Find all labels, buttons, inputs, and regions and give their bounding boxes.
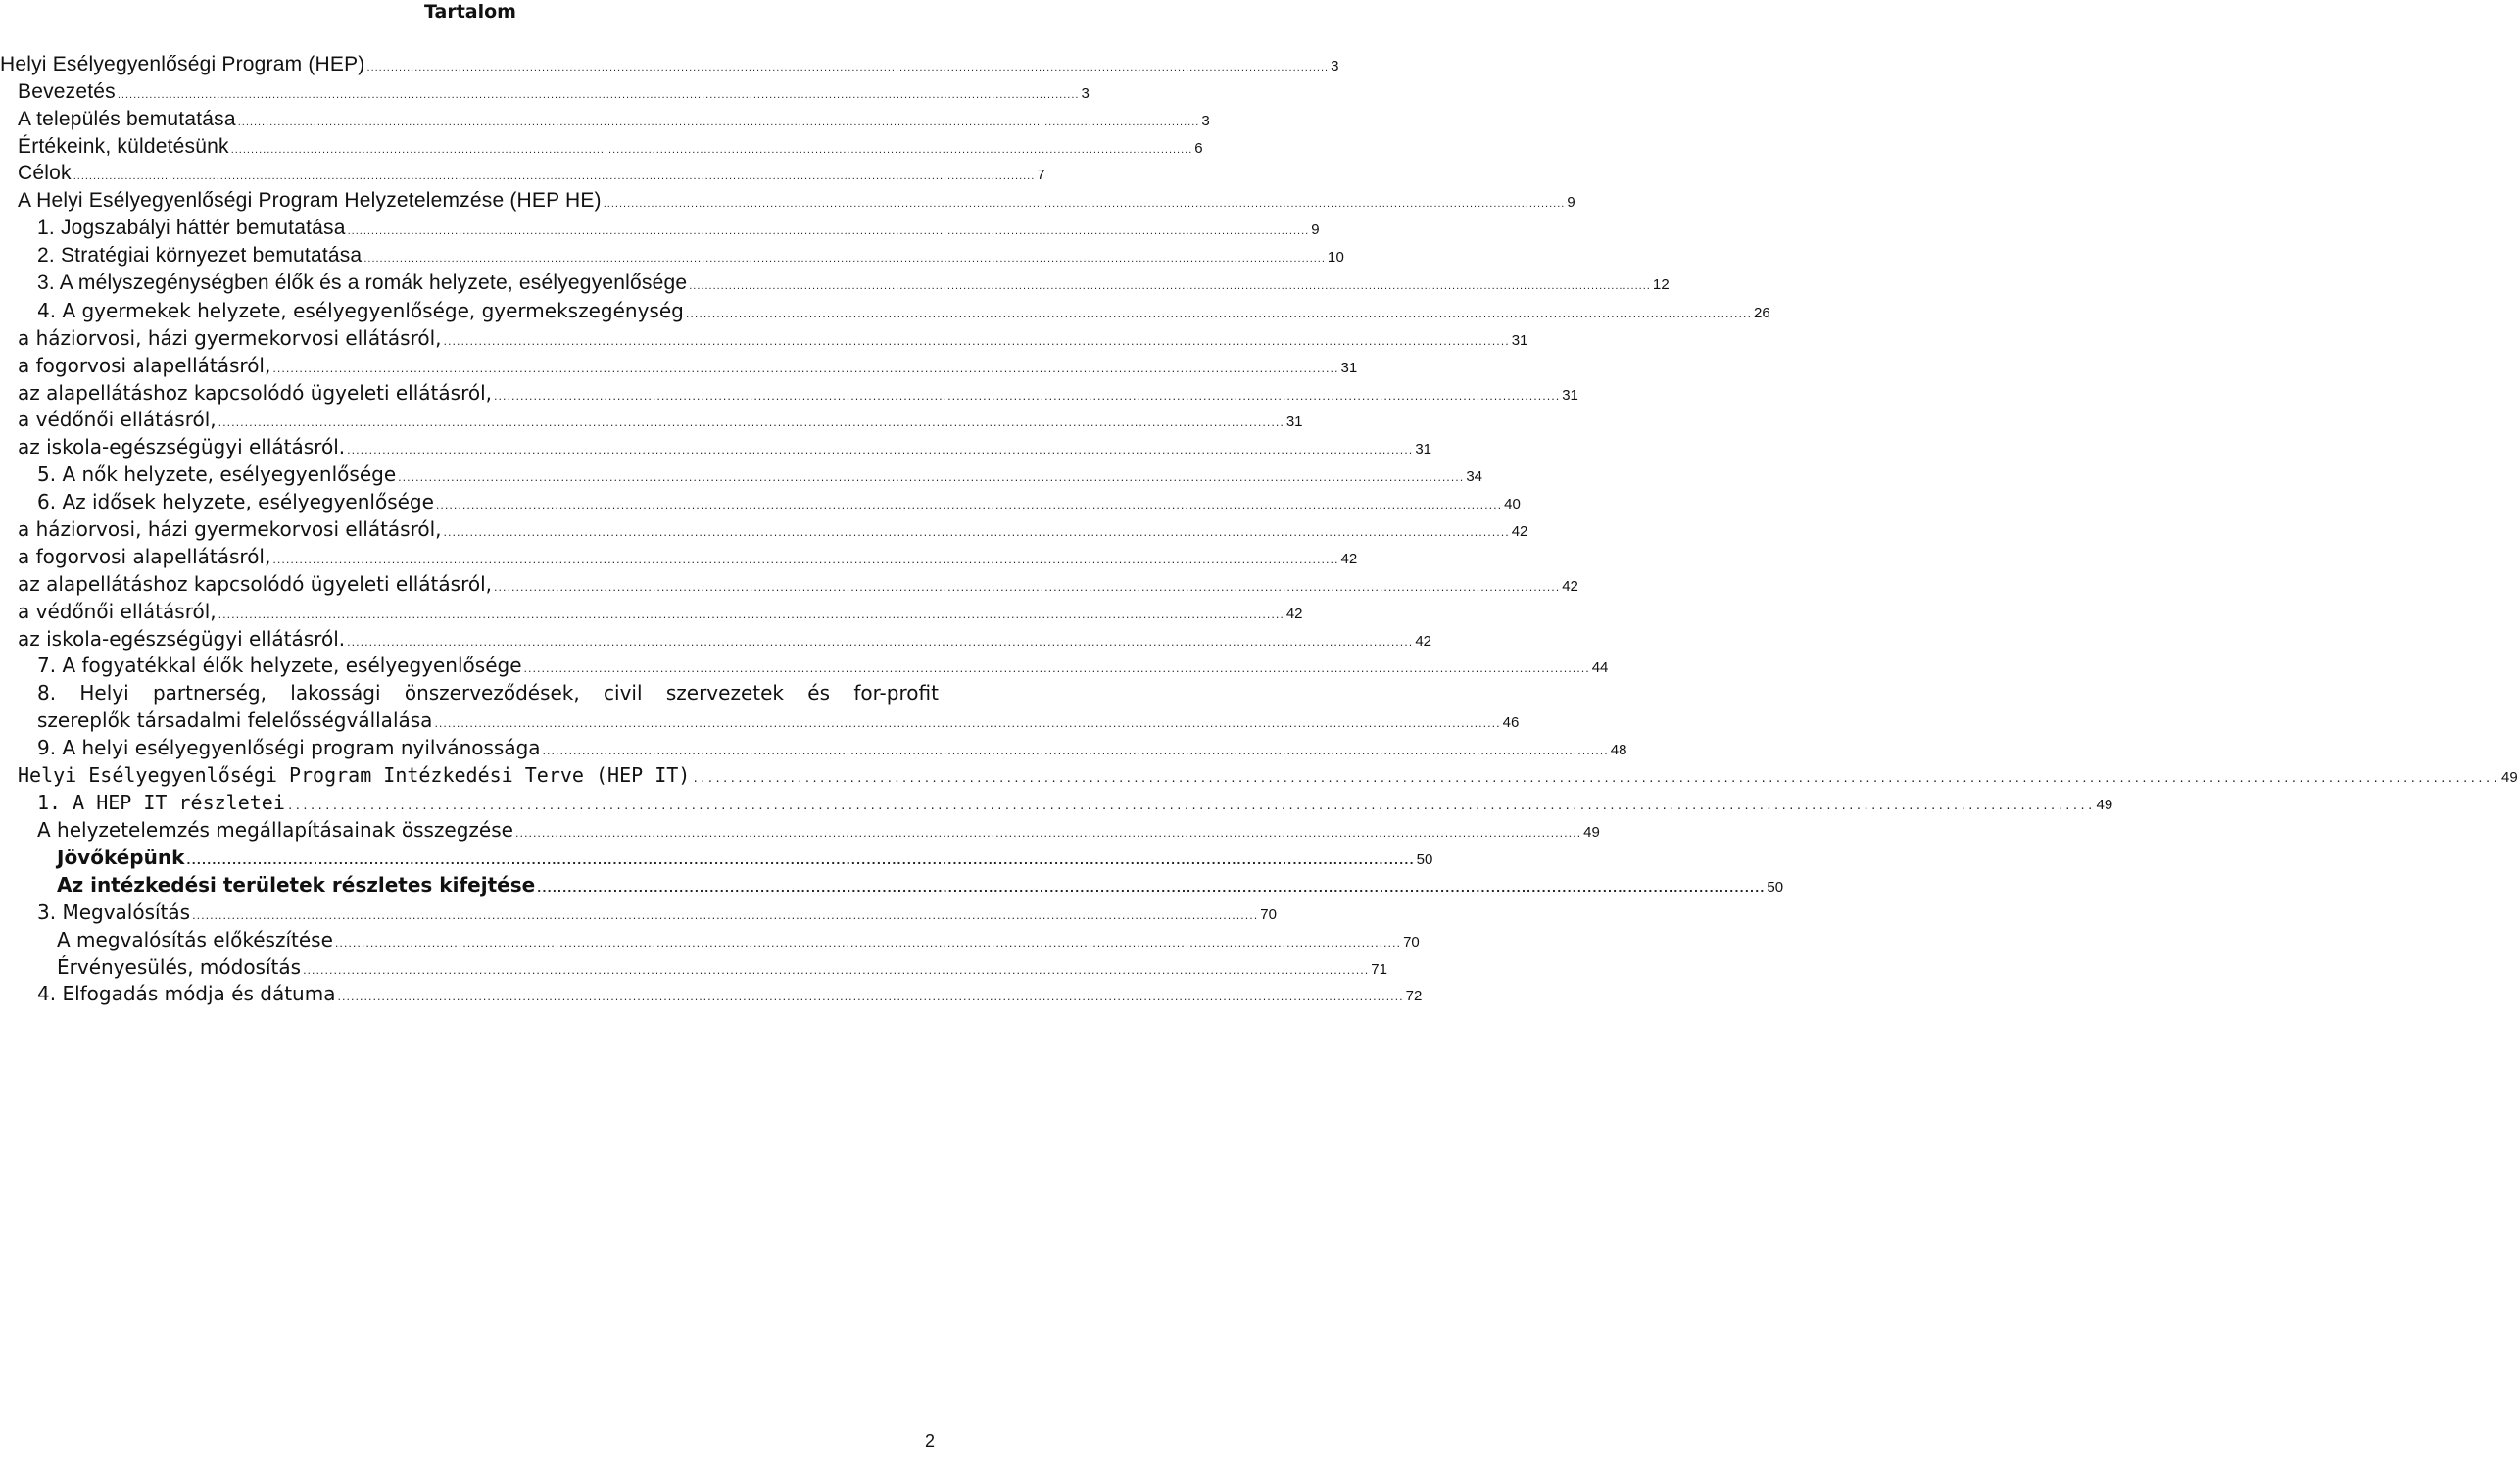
toc-entry[interactable] bbox=[0, 816, 1600, 844]
toc-entry-title: A település bemutatása bbox=[18, 107, 236, 130]
toc-entry-title: a háziorvosi, házi gyermekorvosi ellátásról, bbox=[18, 325, 442, 350]
toc-entry-title: Helyi Esélyegyenlőségi Program (HEP) bbox=[0, 52, 365, 75]
toc-entry-page: 44 bbox=[1591, 659, 1609, 677]
toc-entry-title: 5. A nők helyzete, esélyegyenlősége bbox=[37, 462, 397, 487]
toc-entry-title: szereplők társadalmi felelősségvállalása bbox=[37, 708, 433, 733]
dot-leader bbox=[218, 608, 1284, 621]
toc-word: 8. bbox=[37, 681, 57, 705]
dot-leader bbox=[398, 471, 1464, 484]
toc-entry-title: A helyzetelemzés megállapításainak összegzése bbox=[37, 818, 513, 843]
toc-word: Helyi bbox=[79, 681, 129, 705]
toc-entry-page: 49 bbox=[1583, 824, 1600, 842]
toc-entry-page: 42 bbox=[1511, 523, 1528, 541]
toc-entry[interactable] bbox=[0, 187, 1575, 215]
toc-entry-title: az alapellátáshoz kapcsolódó ügyeleti ellátásról, bbox=[18, 380, 493, 405]
toc-entry[interactable] bbox=[0, 981, 1423, 1008]
toc-entry-title: a fogorvosi alapellátásról, bbox=[18, 544, 271, 568]
toc-entry-title: 1. Jogszabályi háttér bemutatása bbox=[37, 217, 346, 240]
toc-entry-page: 3 bbox=[1331, 57, 1339, 74]
toc-entry[interactable] bbox=[0, 734, 1627, 761]
toc-entry[interactable] bbox=[0, 570, 1578, 598]
toc-entry-title: 6. Az idősek helyzete, esélyegyenlősége bbox=[37, 490, 434, 514]
toc-entry[interactable] bbox=[0, 269, 1670, 297]
toc-entry-title: 2. Stratégiai környezet bemutatása bbox=[37, 244, 363, 267]
dot-leader bbox=[231, 144, 1193, 156]
toc-entry-title: 9. A helyi esélyegyenlőségi program nyilvánossága bbox=[37, 736, 541, 760]
toc-entry[interactable] bbox=[0, 78, 1090, 106]
page-number: 2 bbox=[924, 1432, 935, 1451]
dot-leader bbox=[524, 662, 1590, 675]
toc-entry-page: 42 bbox=[1415, 632, 1431, 650]
dot-leader bbox=[689, 280, 1651, 292]
toc-entry-page: 31 bbox=[1511, 331, 1528, 349]
dot-leader bbox=[348, 225, 1310, 237]
toc-entry-title: az iskola-egészségügyi ellátásról. bbox=[18, 435, 346, 460]
toc-entry[interactable] bbox=[0, 161, 1045, 188]
dot-leader bbox=[444, 335, 1510, 348]
toc-entry-page: 6 bbox=[1194, 139, 1203, 157]
toc-word: civil bbox=[604, 681, 643, 705]
toc-entry-title: 1. A HEP IT részletei bbox=[37, 791, 285, 815]
dot-leader bbox=[515, 827, 1581, 840]
dot-leader bbox=[186, 854, 1414, 867]
toc-entry[interactable] bbox=[0, 133, 1203, 161]
toc-entry[interactable] bbox=[0, 871, 1784, 899]
toc-entry-page: 50 bbox=[1416, 850, 1433, 868]
toc-entry-page: 26 bbox=[1754, 304, 1770, 321]
toc-word: önszerveződések, bbox=[404, 681, 580, 705]
dot-leader bbox=[238, 117, 1200, 128]
toc-entry[interactable] bbox=[0, 215, 1320, 242]
toc-entry-title: az alapellátáshoz kapcsolódó ügyeleti ellátásról, bbox=[18, 571, 493, 596]
toc-entry-title: 7. A fogyatékkal élők helyzete, esélyegyenlősége bbox=[37, 654, 522, 678]
toc-entry-page: 31 bbox=[1340, 359, 1358, 376]
dot-leader bbox=[337, 991, 1403, 1003]
toc-word: lakossági bbox=[290, 681, 381, 705]
toc-entry-title: Érvényesülés, módosítás bbox=[57, 954, 302, 979]
toc-entry-page: 9 bbox=[1311, 221, 1320, 239]
toc-entry-page: 50 bbox=[1767, 878, 1784, 896]
toc-entry-title: 3. Megvalósítás bbox=[37, 899, 191, 924]
toc-entry[interactable] bbox=[0, 761, 2518, 789]
toc-entry[interactable] bbox=[0, 653, 1609, 680]
toc-word: szervezetek bbox=[665, 681, 784, 705]
toc-entry-title: a fogorvosi alapellátásról, bbox=[18, 353, 271, 377]
toc-entry-page: 42 bbox=[1340, 550, 1358, 567]
toc-entry-title: A megvalósítás előkészítése bbox=[57, 927, 333, 951]
toc-entry[interactable] bbox=[0, 789, 2113, 816]
toc-entry[interactable] bbox=[0, 598, 1303, 625]
toc-entry-page: 46 bbox=[1502, 714, 1520, 732]
toc-entry[interactable] bbox=[0, 625, 1431, 653]
dot-leader bbox=[303, 964, 1369, 977]
toc-entry[interactable] bbox=[0, 242, 1345, 269]
toc-entry-page: 72 bbox=[1405, 988, 1423, 1005]
toc-entry-page: 31 bbox=[1285, 413, 1303, 431]
dot-leader bbox=[218, 416, 1284, 429]
toc-entry[interactable] bbox=[0, 352, 1358, 379]
dot-leader bbox=[436, 499, 1502, 511]
dot-leader bbox=[543, 745, 1609, 757]
toc-word: for-profit bbox=[853, 681, 939, 705]
toc-entry[interactable] bbox=[0, 515, 1528, 543]
toc-entry-page: 3 bbox=[1201, 112, 1210, 129]
toc-entry-page: 70 bbox=[1260, 905, 1277, 923]
toc-entry-title: a védőnői ellátásról, bbox=[18, 599, 217, 623]
toc-entry[interactable] bbox=[0, 844, 1433, 871]
toc-heading: Tartalom bbox=[424, 1, 516, 23]
toc-entry[interactable] bbox=[0, 297, 1770, 324]
toc-entry[interactable] bbox=[0, 679, 1520, 734]
toc-entry[interactable] bbox=[0, 433, 1431, 461]
toc-word: partnerség, bbox=[152, 681, 267, 705]
dot-leader bbox=[347, 444, 1413, 457]
dot-leader bbox=[363, 253, 1326, 265]
toc-entry-page: 70 bbox=[1403, 933, 1420, 950]
toc-entry[interactable] bbox=[0, 106, 1210, 133]
toc-entry-title: 4. Elfogadás módja és dátuma bbox=[37, 982, 336, 1006]
toc-entry-page: 48 bbox=[1610, 742, 1627, 759]
toc-entry-page: 7 bbox=[1037, 167, 1045, 184]
toc-entry-title: Helyi Esélyegyenlőségi Program Intézkedési Terve (HEP IT) bbox=[18, 763, 691, 788]
dot-leader bbox=[272, 554, 1338, 566]
toc-entry[interactable] bbox=[0, 379, 1578, 407]
toc-entry-title: az iskola-egészségügyi ellátásról. bbox=[18, 626, 346, 651]
toc-entry-page: 42 bbox=[1562, 577, 1578, 595]
toc-word: és bbox=[807, 681, 831, 705]
toc-entry[interactable] bbox=[0, 324, 1528, 352]
toc-entry-page: 34 bbox=[1466, 468, 1482, 486]
dot-leader bbox=[444, 526, 1510, 539]
toc-entry-title: Az intézkedési területek részletes kifejtése bbox=[57, 872, 536, 897]
toc-entry-page: 9 bbox=[1567, 194, 1575, 212]
dot-leader bbox=[604, 198, 1566, 210]
toc-entry-title-line1 bbox=[37, 679, 939, 706]
dot-leader bbox=[537, 882, 1765, 895]
toc-entry[interactable] bbox=[0, 461, 1482, 488]
table-of-contents bbox=[0, 51, 2518, 1007]
dot-leader bbox=[494, 581, 1560, 594]
toc-entry-page: 12 bbox=[1652, 276, 1670, 294]
toc-entry[interactable] bbox=[0, 488, 1521, 515]
toc-entry-title: a védőnői ellátásról, bbox=[18, 408, 217, 432]
toc-entry-title: Célok bbox=[18, 162, 72, 185]
toc-entry[interactable] bbox=[0, 51, 1339, 78]
dot-leader bbox=[434, 717, 1500, 730]
dot-leader bbox=[73, 170, 1036, 182]
dot-leader bbox=[335, 937, 1401, 949]
dot-leader bbox=[494, 390, 1560, 403]
toc-entry-title: Értékeink, küldetésünk bbox=[18, 134, 229, 158]
dot-leader bbox=[686, 308, 1752, 320]
dot-leader bbox=[192, 909, 1258, 922]
toc-entry-page: 10 bbox=[1327, 249, 1345, 267]
toc-entry-title: Bevezetés bbox=[18, 79, 116, 103]
dot-leader bbox=[367, 62, 1330, 73]
toc-entry-title: 3. A mélyszegénységben élők és a romák helyzete, esélyegyenlősége bbox=[37, 271, 688, 295]
dot-leader bbox=[287, 800, 2095, 812]
toc-entry-title: a háziorvosi, házi gyermekorvosi ellátásról, bbox=[18, 517, 442, 542]
toc-entry-page: 40 bbox=[1504, 496, 1521, 513]
toc-entry[interactable] bbox=[0, 407, 1303, 434]
dot-leader bbox=[118, 89, 1080, 101]
toc-entry-page: 31 bbox=[1562, 386, 1578, 404]
dot-leader bbox=[272, 363, 1338, 375]
toc-entry-page: 49 bbox=[2501, 769, 2518, 787]
toc-entry[interactable] bbox=[0, 543, 1358, 570]
toc-entry[interactable] bbox=[0, 953, 1387, 981]
toc-entry-page: 3 bbox=[1081, 84, 1090, 102]
toc-entry[interactable] bbox=[0, 926, 1420, 953]
dot-leader bbox=[347, 636, 1413, 649]
toc-entry[interactable] bbox=[0, 899, 1277, 926]
toc-entry-title: A Helyi Esélyegyenlőségi Program Helyzetelemzése (HEP HE) bbox=[18, 189, 602, 213]
toc-entry-page: 31 bbox=[1415, 441, 1431, 459]
dot-leader bbox=[692, 772, 2499, 785]
toc-entry-page: 42 bbox=[1285, 605, 1303, 622]
toc-entry-page: 49 bbox=[2096, 797, 2113, 814]
toc-entry-page: 71 bbox=[1371, 960, 1387, 978]
toc-entry-title: Jövőképünk bbox=[57, 845, 185, 869]
toc-entry-title: 4. A gyermekek helyzete, esélyegyenlősége, gyermekszegénység bbox=[37, 298, 684, 322]
